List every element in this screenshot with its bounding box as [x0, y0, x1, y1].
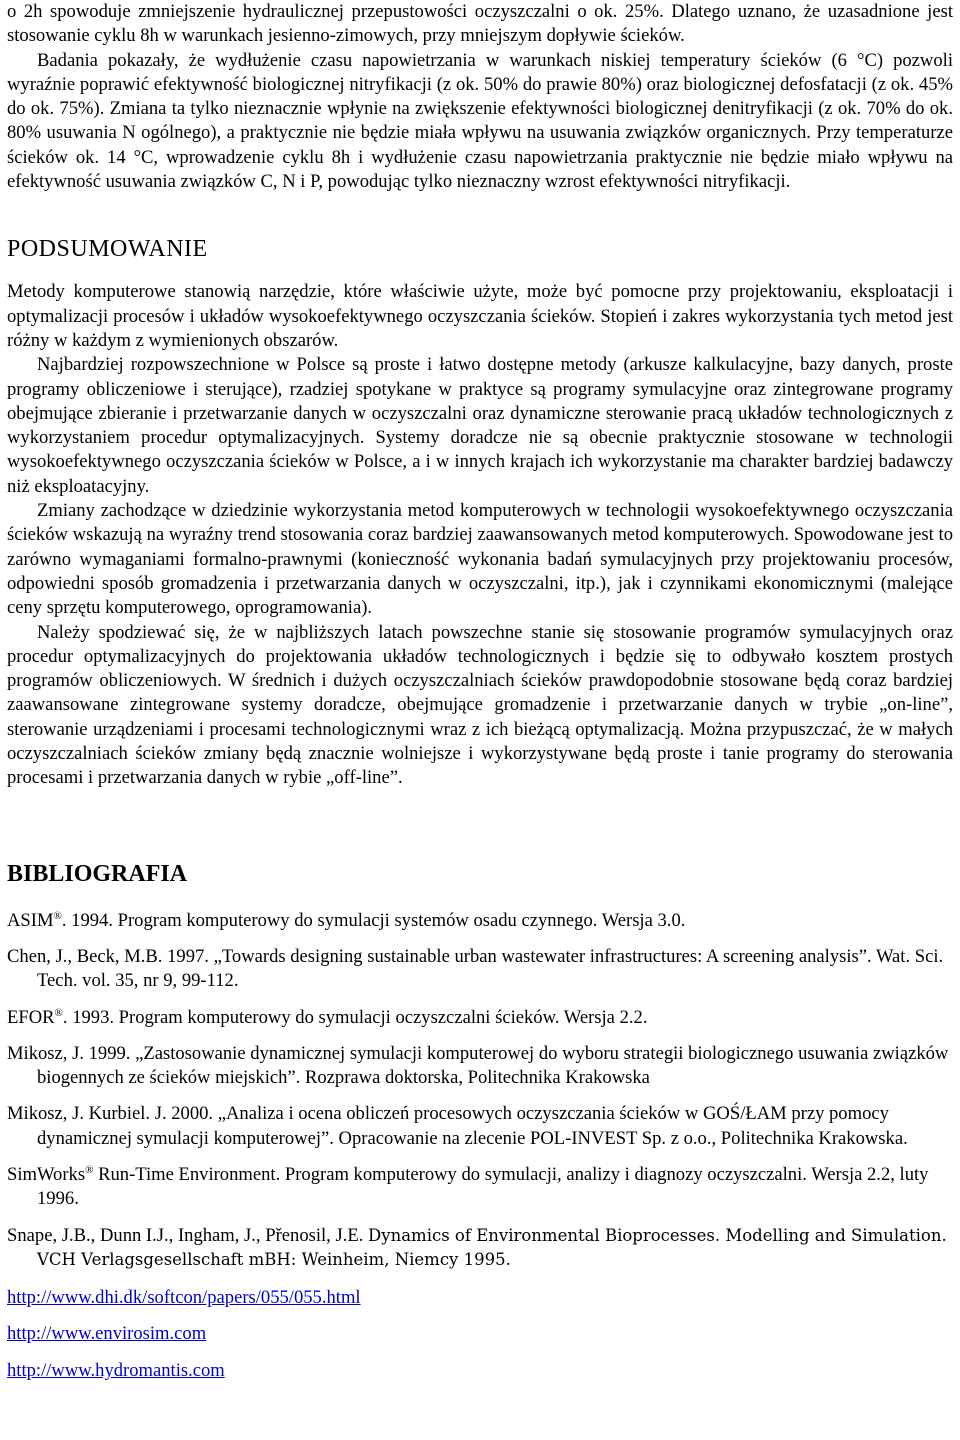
bib-simworks-name: SimWorks	[7, 1163, 86, 1185]
intro-paragraph-2: Badania pokazały, że wydłużenie czasu napowietrzania w warunkach niskiej temperatury ścieków (6 °C) pozwoli wyraźnie poprawić efektywność biologicznej nitryfikacji (z ok. 50% do prawie 80%) oraz biologicznej defosfatacji (z ok. 45% do ok. 75%). Zmiana ta tylko nieznacznie wpłynie na zwiększenie efektywności biologicznej denitryfikacji (z ok. 70% do ok. 80% usuwania N ogólnego), a praktycznie nie będzie miała wpływu na usuwania związków organicznych. Przy temperaturze ścieków ok. 14 °C, wprowadzenie cyklu 8h i wydłużenie czasu napowietrzania praktycznie nie będzie miało wpływu na efektywność usuwania związków C, N i P, powodując tylko nieznaczny wzrost efektywności nitryfikacji.	[7, 49, 953, 193]
bib-asim-name: ASIM	[7, 909, 54, 931]
registered-mark-icon: ®	[85, 1163, 94, 1176]
summary-heading: PODSUMOWANIE	[7, 236, 208, 263]
link-row-hydromantis	[7, 1359, 953, 1383]
link-row-dhi	[7, 1286, 953, 1310]
bib-snape-authors: Snape, J.B., Dunn I.J., Ingham, J., Přenosil, J.E.	[7, 1224, 369, 1246]
registered-mark-icon: ®	[53, 909, 62, 922]
summary-paragraph-4: Należy spodziewać się, że w najbliższych latach powszechne stanie się stosowanie programów symulacyjnych oraz procedur optymalizacyjnych do projektowania układów technologicznych i będzie się to odbywało kosztem prostych programów obliczeniowych. W średnich i dużych oczyszczalniach ścieków prawdopodobnie stosowane będą coraz bardziej zaawansowane zintegrowane systemy doradcze, obejmujące gromadzenie i przetwarzanie danych w trybie „on-line”, sterowanie urządzeniami i procesami technologicznymi wraz z ich bieżącą optymalizacją. Można przypuszczać, że w małych oczyszczalniach ścieków zmiany będą znacznie wolniejsze i wykorzystywane będą proste i tanie programy do sterowania procesami i przetwarzania danych w rybie „off-line”.	[7, 621, 953, 789]
bib-entry-asim	[7, 909, 953, 933]
bib-entry-snape	[7, 1224, 953, 1273]
bib-entry-chen: Chen, J., Beck, M.B. 1997. „Towards designing sustainable urban wastewater infrastructures: A screening analysis”. Wat. Sci. Tech. vol. 35, nr 9, 99-112.	[7, 945, 944, 992]
registered-mark-icon: ®	[54, 1006, 63, 1019]
summary-paragraph-2: Najbardziej rozpowszechnione w Polsce są proste i łatwo dostępne metody (arkusze kalkulacyjne, bazy danych, proste programy obliczeniowe i sterujące), rzadziej spotykane w praktyce są programy symulacyjne oraz zintegrowane programy obejmujące zbieranie i przetwarzanie danych w oczyszczalni oraz dynamiczne sterowanie pracą układów technologicznych z wykorzystaniem procedur optymalizacyjnych. Systemy doradcze nie są obecnie praktycznie stosowane w technologii wysokoefektywnego oczyszczania ścieków w Polsce, a i w innych krajach ich wykorzystanie ma charakter bardziej badawczy niż eksploatacyjny.	[7, 354, 953, 497]
bibliography-heading: BIBLIOGRAFIA	[7, 860, 188, 887]
intro-paragraph-1: o 2h spowoduje zmniejszenie hydraulicznej przepustowości oczyszczalni o ok. 25%. Dlatego uznano, że uzasadnione jest stosowanie cyklu 8h w warunkach jesienno-zimowych, przy mniejszym dopływie ścieków.	[7, 1, 953, 47]
link-dhi[interactable]: http://www.dhi.dk/softcon/papers/055/055.html	[7, 1287, 361, 1309]
bib-simworks-rest: Run-Time Environment. Program komputerowy do symulacji, analizy i diagnozy oczyszczalni. Wersja 2.2, luty 1996.	[37, 1163, 929, 1210]
bib-entry-mikosz-1999: Mikosz, J. 1999. „Zastosowanie dynamicznej symulacji komputerowej do wyboru strategii biologicznego usuwania związków biogennych ze ścieków miejskich”. Rozprawa doktorska, Politechnika Krakowska	[7, 1042, 949, 1089]
summary-paragraph-3: Zmiany zachodzące w dziedzinie wykorzystania metod komputerowych w technologii wysokoefektywnego oczyszczania ścieków wskazują na wyraźny trend stosowania coraz bardziej zaawansowanych metod komputerowych. Spowodowane jest to zarówno wymaganiami formalno-prawnymi (konieczność wykonania badań symulacyjnych przy projektowaniu procesów, odpowiedni sposób gromadzenia i przetwarzania danych w oczyszczalni, itp.), jak i czynnikami ekonomicznymi (malejące ceny sprzętu komputerowego, oprogramowania).	[7, 500, 953, 619]
bib-entry-efor	[7, 1006, 953, 1030]
bib-efor-name: EFOR	[7, 1006, 55, 1028]
bib-entry-simworks	[7, 1163, 953, 1212]
link-hydromantis[interactable]: http://www.hydromantis.com	[7, 1359, 225, 1381]
bib-asim-rest: . 1994. Program komputerowy do symulacji systemów osadu czynnego. Wersja 3.0.	[61, 909, 686, 931]
bib-snape-title: Dynamics of Environmental Bioprocesses. Modelling and Simulation. VCH Verlagsgesellschaft mBH: Weinheim, Niemcy 1995.	[37, 1225, 947, 1269]
bib-efor-rest: . 1993. Program komputerowy do symulacji oczyszczalni ścieków. Wersja 2.2.	[62, 1006, 648, 1028]
link-envirosim[interactable]: http://www.envirosim.com	[7, 1323, 207, 1345]
bibliography-list	[7, 909, 953, 1383]
summary-paragraph-1: Metody komputerowe stanowią narzędzie, które właściwie użyte, może być pomocne przy projektowaniu, eksploatacji i optymalizacji procesów i układów wysokoefektywnego oczyszczania ścieków. Stopień i zakres wykorzystania tych metod jest różny w każdym z wymienionych obszarów.	[7, 281, 953, 351]
bib-entry-mikosz-2000: Mikosz, J. Kurbiel. J. 2000. „Analiza i ocena obliczeń procesowych oczyszczania ścieków w GOŚ/ŁAM przy pomocy dynamicznej symulacji komputerowej”. Opracowanie na zlecenie POL-INVEST Sp. z o.o., Politechnika Krakowska.	[7, 1103, 908, 1149]
link-row-envirosim	[7, 1322, 953, 1346]
